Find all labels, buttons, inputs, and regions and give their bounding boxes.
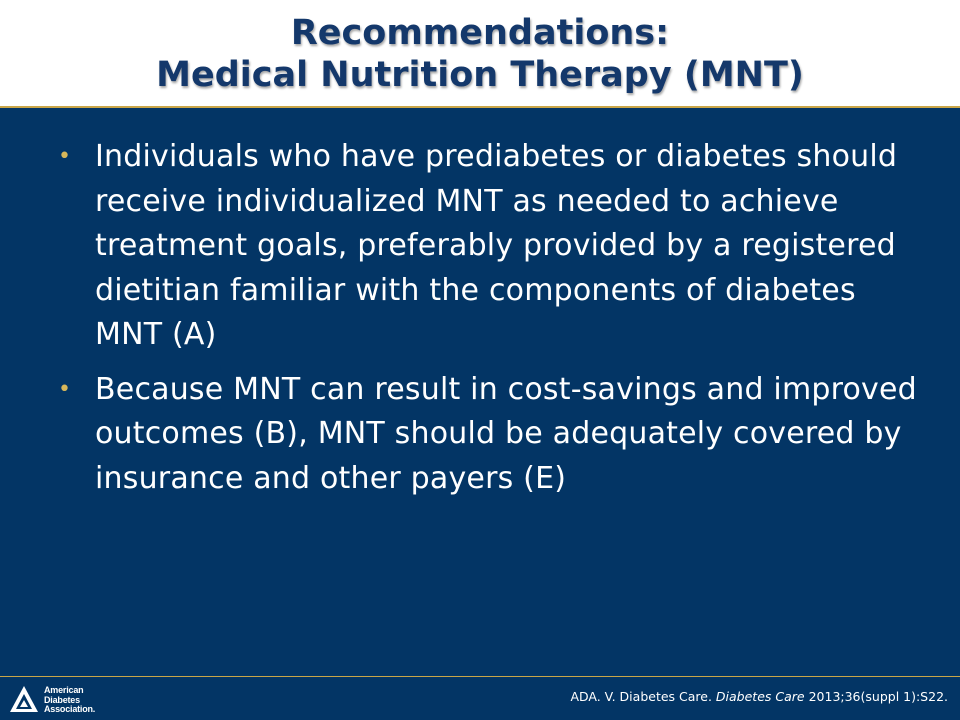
citation-journal: Diabetes Care bbox=[715, 689, 805, 704]
bullet-dot-icon: • bbox=[58, 144, 72, 169]
ada-logo-text bbox=[44, 686, 95, 715]
bullet-text-1: Individuals who have prediabetes or diabetes should receive individualized MNT as needed to achieve treatment goals, preferably provided by a registered dietitian familiar with the components of diabetes MNT (A) bbox=[95, 139, 898, 352]
bullet-item-1 bbox=[58, 135, 918, 358]
citation bbox=[570, 689, 948, 704]
logo-line-1: American bbox=[44, 685, 84, 695]
title-line-1: Recommendations: bbox=[290, 13, 670, 53]
bullet-item-2 bbox=[58, 368, 918, 502]
citation-suffix: 2013;36(suppl 1):S22. bbox=[804, 689, 948, 704]
title-bar bbox=[0, 0, 960, 106]
bullet-dot-icon: • bbox=[58, 376, 72, 402]
title-line-2: Medical Nutrition Therapy (MNT) bbox=[156, 55, 804, 95]
citation-prefix: ADA. V. Diabetes Care. bbox=[570, 689, 716, 704]
logo-line-2: Diabetes bbox=[44, 694, 80, 705]
footer bbox=[0, 676, 960, 720]
bullet-list bbox=[58, 135, 918, 511]
slide-title bbox=[0, 12, 960, 96]
bullet-text-2: Because MNT can result in cost-savings and improved outcomes (B), MNT should be adequately covered by insurance and other payers (E) bbox=[95, 371, 917, 496]
ada-logo bbox=[8, 683, 118, 717]
logo-line-3: Association. bbox=[44, 704, 96, 714]
ada-logo-icon bbox=[8, 683, 40, 715]
slide-body bbox=[0, 108, 960, 676]
